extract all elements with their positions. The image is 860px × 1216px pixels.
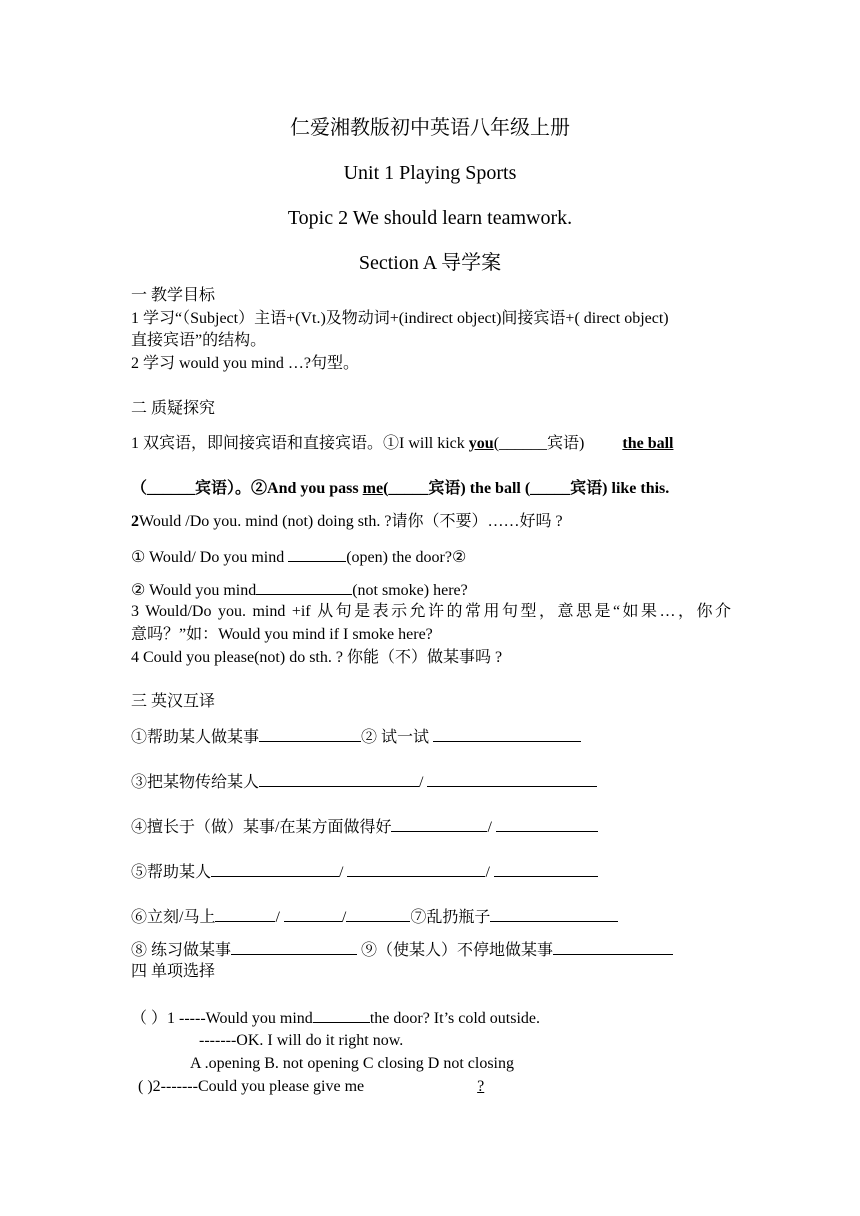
question-1-prefix: （ ）1 -----Would you mind: [131, 1010, 313, 1027]
item-5-label: ⑤帮助某人: [131, 864, 212, 881]
item-2-label: ② 试一试: [361, 729, 434, 746]
answer-blank[interactable]: [391, 817, 487, 832]
unit-title: Unit 1 Playing Sports: [343, 162, 517, 184]
item-3-label: ③把某物传给某人: [131, 774, 260, 791]
answer-blank[interactable]: [211, 862, 339, 877]
answer-blank[interactable]: [215, 907, 275, 922]
answer-blank[interactable]: [553, 940, 673, 955]
would-you-mind-rule: [131, 512, 563, 532]
question-1-options: A .opening B. not opening C closing D not closing: [190, 1055, 514, 1072]
question-2: [138, 1077, 484, 1097]
objective-1-line-1: 1 学习“（Subject）主语+(Vt.)及物动词+(indirect object)间接宾语+( direct object): [131, 310, 669, 327]
example-not-smoke: [131, 580, 468, 601]
example-smoke-prefix: ② Would you mind: [131, 582, 257, 599]
question-2-prefix: ( )2-------Could you please give me: [138, 1078, 365, 1095]
objective-1-line-2: 直接宾语”的结构。: [131, 332, 267, 349]
doc-title-cn: 仁爱湘教版初中英语八年级上册: [290, 117, 570, 139]
question-1-response: -------OK. I will do it right now.: [199, 1032, 404, 1049]
example-me: me: [362, 480, 384, 497]
open-paren: （: [131, 480, 148, 497]
objective-2: 2 学习 would you mind …?句型。: [131, 355, 359, 372]
rule-2-number: 2: [131, 513, 139, 530]
answer-blank[interactable]: [496, 817, 598, 832]
slash: /: [339, 864, 348, 881]
example-open-prefix: ① Would/ Do you mind: [131, 549, 289, 566]
double-object-line-1: [131, 434, 673, 454]
answer-blank[interactable]: [364, 1077, 484, 1097]
answer-blank[interactable]: [288, 547, 346, 562]
translate-item-8-9: [131, 940, 673, 961]
example-open-suffix: (open) the door?②: [346, 549, 467, 566]
slash: /: [419, 774, 428, 791]
blank-object-1: (______宾语): [493, 435, 585, 452]
answer-blank[interactable]: [346, 907, 410, 922]
item-7-label: ⑦乱扔瓶子: [410, 909, 491, 926]
translate-item-5: [131, 862, 598, 883]
pass-intro: 宾语）。②And you pass: [195, 480, 363, 497]
example-open-door: [131, 547, 466, 568]
answer-blank[interactable]: [259, 727, 361, 742]
item-6-label: ⑥立刻/马上: [131, 909, 216, 926]
item-1-label: ①帮助某人做某事: [131, 729, 260, 746]
example-you: you: [468, 435, 494, 452]
section-title: Section A 导学案: [358, 252, 502, 274]
answer-blank[interactable]: [313, 1008, 370, 1023]
double-object-intro: 1 双宾语，即间接宾语和直接宾语。①I will kick: [131, 435, 469, 452]
translate-item-3: [131, 772, 597, 793]
item-8-label: ⑧ 练习做某事: [131, 942, 232, 959]
example-smoke-suffix: (not smoke) here?: [352, 582, 468, 599]
double-object-line-2: [131, 479, 669, 499]
question-2-mark: ?: [477, 1078, 485, 1095]
answer-blank[interactable]: [427, 772, 597, 787]
answer-blank[interactable]: [256, 580, 352, 595]
answer-blank[interactable]: [494, 862, 598, 877]
translate-item-4: [131, 817, 598, 838]
section-1-heading: 一 教学目标: [131, 287, 216, 304]
answer-blank[interactable]: [347, 862, 485, 877]
translate-item-1-2: [131, 727, 581, 748]
item-4-label: ④擅长于（做）某事/在某方面做得好: [131, 819, 392, 836]
slash: /: [487, 819, 496, 836]
rule-3-line-1: [131, 602, 731, 622]
example-the-ball: the ball: [622, 435, 674, 452]
rule-3-text: 3 Would/Do you. mind +if 从句是表示允许的常用句型，意思是“如果…，你介: [131, 603, 731, 620]
rule-3-line-2: 意吗？”如：Would you mind if I smoke here?: [131, 626, 433, 643]
section-4-heading: 四 单项选择: [131, 963, 216, 980]
section-3-heading: 三 英汉互译: [131, 693, 216, 710]
answer-blank[interactable]: [490, 907, 618, 922]
question-1: [131, 1008, 540, 1029]
answer-blank[interactable]: [284, 907, 342, 922]
slash: /: [275, 909, 284, 926]
translate-item-6-7: [131, 907, 618, 928]
answer-blank[interactable]: [231, 940, 357, 955]
topic-title: Topic 2 We should learn teamwork.: [287, 207, 573, 229]
item-9-label: ⑨（使某人）不停地做某事: [357, 942, 554, 959]
answer-blank[interactable]: [259, 772, 419, 787]
section-2-heading: 二 质疑探究: [131, 400, 216, 417]
rule-2-text: Would /Do you. mind (not) doing sth. ?请你（不要）……好吗 ?: [139, 513, 563, 530]
pass-rest: (_____宾语) the ball (_____宾语) like this.: [383, 480, 670, 497]
question-1-suffix: the door? It’s cold outside.: [369, 1010, 540, 1027]
answer-blank[interactable]: [433, 727, 581, 742]
slash: /: [341, 909, 347, 926]
slash: /: [485, 864, 494, 881]
rule-4: 4 Could you please(not) do sth. ? 你能（不）做某事吗 ?: [131, 649, 503, 666]
blank-object-2: ______: [147, 480, 196, 497]
